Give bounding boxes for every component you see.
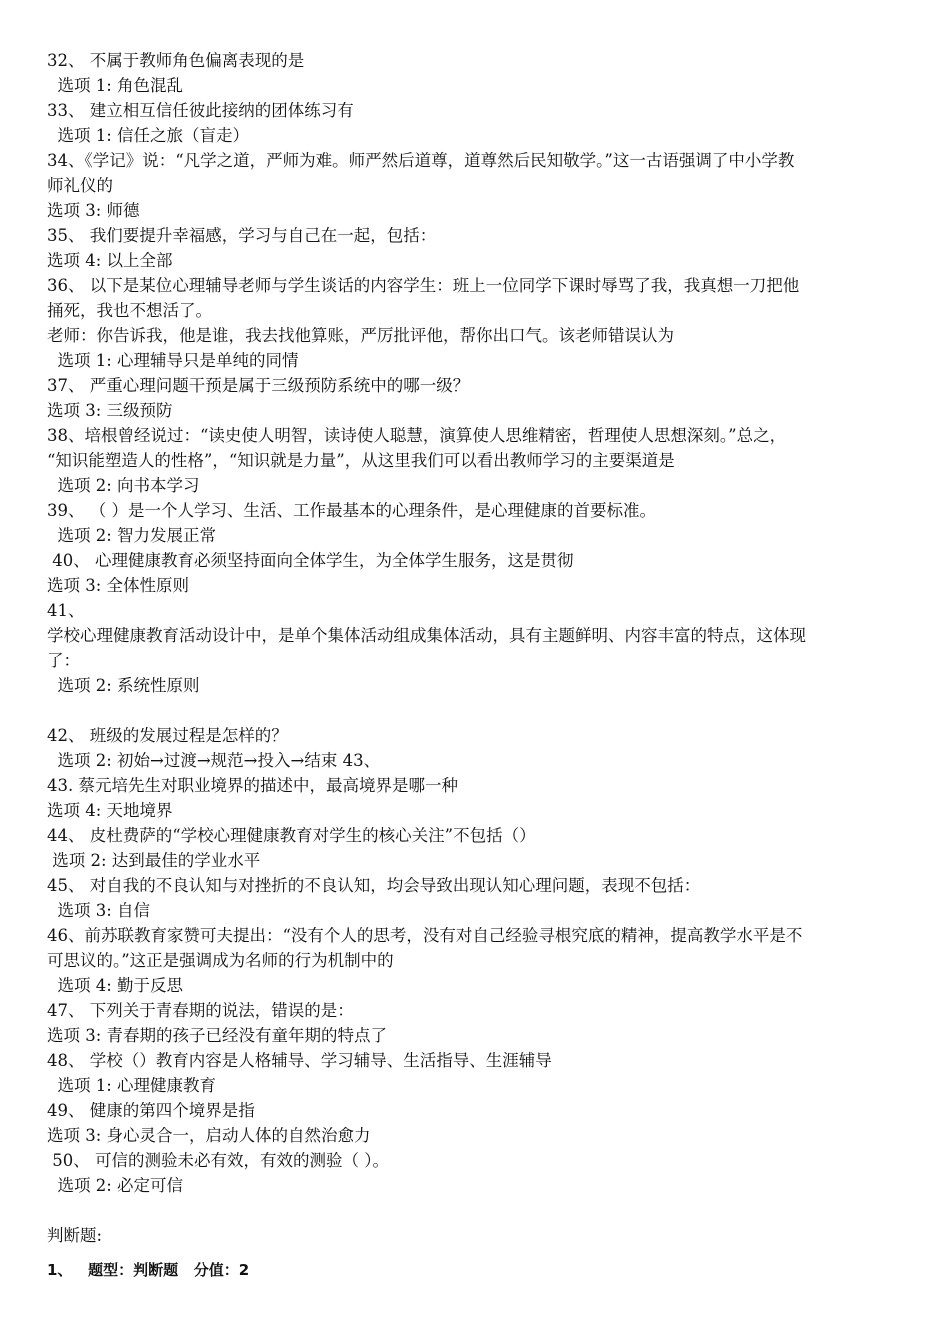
answer-32: 选项 1: 角色混乱 [47,76,184,95]
answer-43: 选项 4: 天地境界 [47,801,173,820]
question-45: 45、 对自我的不良认知与对挫折的不良认知，均会导致出现认知心理问题，表现不包括： [47,876,701,895]
question-41: 学校心理健康教育活动设计中，是单个集体活动组成集体活动，具有主题鲜明、内容丰富的特点，这体现 [47,626,806,645]
answer-35: 选项 4: 以上全部 [47,251,173,270]
question-35: 35、 我们要提升幸福感，学习与自己在一起，包括： [47,226,437,245]
answer-40: 选项 3: 全体性原则 [47,576,190,595]
question-48: 48、 学校（）教育内容是人格辅导、学习辅导、生活指导、生涯辅导 [47,1051,552,1070]
question-36-cont-2: 老师：你告诉我，他是谁，我去找他算账，严厉批评他，帮你出口气。该老师错误认为 [47,326,674,345]
question-49: 49、 健康的第四个境界是指 [47,1101,255,1120]
question-47: 47、 下列关于青春期的说法，错误的是： [47,1001,354,1020]
answer-49: 选项 3: 身心灵合一，启动人体的自然治愈力 [47,1126,371,1145]
answer-50: 选项 2: 必定可信 [47,1176,184,1195]
question-36-cont: 捅死，我也不想活了。 [47,301,212,320]
answer-36: 选项 1: 心理辅导只是单纯的同情 [47,351,299,370]
answer-47: 选项 3: 青春期的孩子已经没有童年期的特点了 [47,1026,388,1045]
answer-37: 选项 3: 三级预防 [47,401,173,420]
answer-42: 选项 2: 初始→过渡→规范→投入→结束 43、 [47,751,381,770]
section-heading-true-false: 判断题: [47,1226,103,1245]
question-37: 37、 严重心理问题干预是属于三级预防系统中的哪一级？ [47,376,470,395]
answer-41: 选项 2: 系统性原则 [47,676,200,695]
tf-question-1-header: 1、 题型：判断题 分值：2 [47,1261,250,1279]
question-50: 50、 可信的测验未必有效，有效的测验（ ）。 [47,1151,389,1170]
answer-46: 选项 4: 勤于反思 [47,976,184,995]
question-40: 40、 心理健康教育必须坚持面向全体学生，为全体学生服务，这是贯彻 [47,551,574,570]
question-46: 46、前苏联教育家赞可夫提出：“没有个人的思考，没有对自己经验寻根究底的精神，提高教学水平是不 [47,926,803,945]
question-39: 39、 （ ）是一个人学习、生活、工作最基本的心理条件，是心理健康的首要标准。 [47,501,656,520]
answer-45: 选项 3: 自信 [47,901,151,920]
question-36: 36、 以下是某位心理辅导老师与学生谈话的内容学生：班上一位同学下课时辱骂了我，我真想一刀把他 [47,276,800,295]
answer-34: 选项 3: 师德 [47,201,140,220]
question-44: 44、 皮杜费萨的“学校心理健康教育对学生的核心关注”不包括（） [47,826,536,845]
question-33: 33、 建立相互信任彼此接纳的团体练习有 [47,101,354,120]
question-32: 32、 不属于教师角色偏离表现的是 [47,51,305,70]
question-38-cont: “知识能塑造人的性格”，“知识就是力量”，从这里我们可以看出教师学习的主要渠道是 [47,451,675,470]
answer-48: 选项 1: 心理健康教育 [47,1076,217,1095]
question-38: 38、培根曾经说过：“读史使人明智，读诗使人聪慧，演算使人思维精密，哲理使人思想深刻。”总之， [47,426,787,445]
question-34-cont: 师礼仪的 [47,176,113,195]
question-43: 43. 蔡元培先生对职业境界的描述中，最高境界是哪一种 [47,776,458,795]
question-42: 42、 班级的发展过程是怎样的？ [47,726,288,745]
answer-38: 选项 2: 向书本学习 [47,476,200,495]
question-46-cont: 可思议的。”这正是强调成为名师的行为机制中的 [47,951,394,970]
question-34: 34、《学记》说：“凡学之道，严师为难。师严然后道尊，道尊然后民知敬学。”这一古语强调了中小学教 [47,151,795,170]
answer-33: 选项 1: 信任之旅（盲走） [47,126,250,145]
answer-44: 选项 2: 达到最佳的学业水平 [47,851,261,870]
question-41-cont: 了： [47,651,80,670]
question-41-number: 41、 [47,601,85,620]
answer-39: 选项 2: 智力发展正常 [47,526,217,545]
